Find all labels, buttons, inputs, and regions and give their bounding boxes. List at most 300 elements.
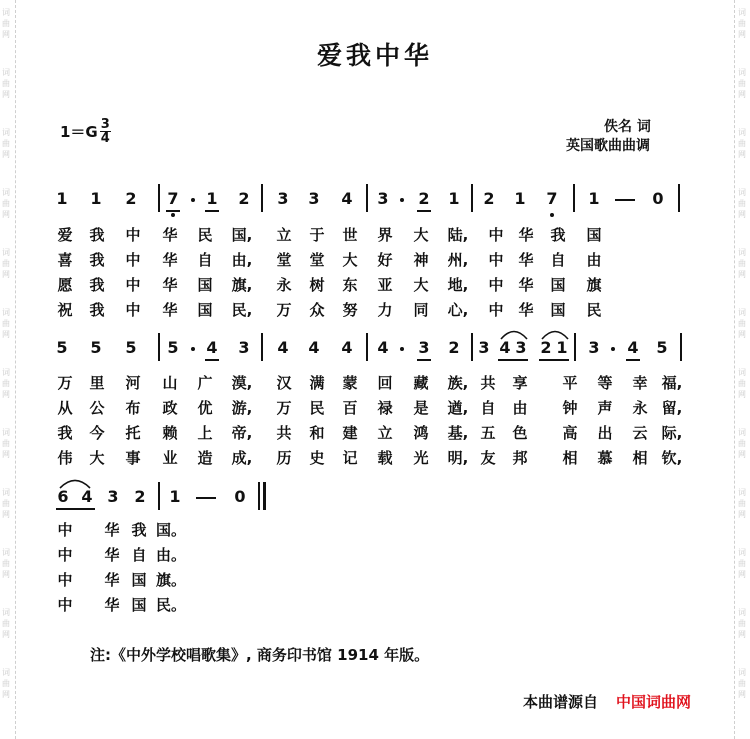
- note-digit: 4: [499, 338, 511, 357]
- watermark-char: 曲: [738, 619, 746, 628]
- slur-arc: [499, 328, 529, 340]
- lyric-char: 光: [413, 449, 429, 467]
- lyric-char: 我: [89, 251, 105, 269]
- lyric-char: 我: [131, 521, 147, 539]
- watermark-char: 网: [738, 270, 746, 279]
- bar-line: [471, 184, 473, 212]
- lyric-char: 民: [197, 226, 213, 244]
- watermark-char: 曲: [738, 19, 746, 28]
- lyric-char: 自: [197, 251, 213, 269]
- lyric-char: 际,: [661, 424, 683, 442]
- watermark-char: 网: [738, 30, 746, 39]
- note-digit: 7: [167, 189, 179, 208]
- lyric-char: 成,: [231, 449, 253, 467]
- lyric-char: 同: [413, 301, 429, 319]
- note-digit: 5: [125, 338, 137, 357]
- lyric-char: 留,: [661, 399, 683, 417]
- watermark-char: 网: [2, 690, 10, 699]
- watermark-char: 词: [2, 428, 10, 437]
- lyric-char: 愿: [57, 276, 73, 294]
- lyric-char: 国: [197, 276, 213, 294]
- lyric-char: 基,: [447, 424, 469, 442]
- slur-arc: [58, 477, 92, 489]
- lyric-char: 明,: [447, 449, 469, 467]
- lyric-char: 中: [57, 546, 73, 564]
- note-digit: 4: [377, 338, 389, 357]
- lyric-char: 民: [309, 399, 325, 417]
- lyric-char: 友: [480, 449, 496, 467]
- watermark-char: 曲: [738, 679, 746, 688]
- lyric-char: 广: [197, 374, 213, 392]
- underline: [626, 359, 640, 361]
- note-digit: 3: [377, 189, 389, 208]
- watermark-char: 词: [738, 548, 746, 557]
- lyric-char: 努: [342, 301, 358, 319]
- bar-line: [261, 333, 263, 361]
- lyric-char: 相: [562, 449, 578, 467]
- note-digit: 4: [277, 338, 289, 357]
- lyric-char: 民,: [231, 301, 253, 319]
- lyric-char: 赖: [162, 424, 178, 442]
- watermark-char: 曲: [2, 559, 10, 568]
- lyric-char: 州,: [447, 251, 469, 269]
- composer-credit: 英国歌曲曲调: [566, 138, 650, 154]
- dotted-note-dot: [191, 347, 195, 351]
- lyric-char: 地,: [447, 276, 469, 294]
- watermark-char: 网: [2, 570, 10, 579]
- lyric-char: 堂: [309, 251, 325, 269]
- lyric-char: 慕: [597, 449, 613, 467]
- note-digit: 3: [418, 338, 430, 357]
- lyric-char: 于: [309, 226, 325, 244]
- lyric-char: 自: [550, 251, 566, 269]
- note-digit: 2: [134, 487, 146, 506]
- watermark-char: 词: [738, 368, 746, 377]
- bar-line: [471, 333, 473, 361]
- lyric-char: 华: [518, 251, 534, 269]
- song-title: 爱我中华: [316, 41, 433, 70]
- low-octave-dot: [171, 213, 175, 217]
- watermark-char: 词: [2, 548, 10, 557]
- bar-line: [258, 482, 260, 510]
- bar-line: [680, 333, 682, 361]
- watermark-char: 词: [2, 488, 10, 497]
- lyric-char: 载: [377, 449, 393, 467]
- lyric-char: 邦: [512, 449, 528, 467]
- lyric-char: 我: [89, 276, 105, 294]
- lyric-char: 和: [309, 424, 325, 442]
- note-digit: 2: [483, 189, 495, 208]
- bar-line: [366, 333, 368, 361]
- lyric-char: 力: [377, 301, 393, 319]
- lyric-char: 从: [57, 399, 73, 417]
- bar-line: [678, 184, 680, 212]
- lyric-char: 民。: [156, 596, 187, 614]
- watermark-char: 曲: [2, 19, 10, 28]
- lyric-char: 我: [57, 424, 73, 442]
- underline: [205, 210, 219, 212]
- lyric-char: 回: [377, 374, 393, 392]
- note-digit: 2: [540, 338, 552, 357]
- lyric-char: 民: [586, 301, 602, 319]
- note-digit: 1: [514, 189, 526, 208]
- lyric-char: 福,: [661, 374, 683, 392]
- watermark-char: 曲: [2, 79, 10, 88]
- lyric-char: 亚: [377, 276, 393, 294]
- lyric-char: 享: [512, 374, 528, 392]
- lyric-char: 出: [597, 424, 613, 442]
- lyric-char: 永: [276, 276, 292, 294]
- lyric-char: 我: [550, 226, 566, 244]
- note-digit: 3: [238, 338, 250, 357]
- lyric-char: 中: [488, 276, 504, 294]
- watermark-char: 网: [738, 210, 746, 219]
- watermark-char: 网: [738, 630, 746, 639]
- note-digit: 2: [125, 189, 137, 208]
- lyric-char: 旗。: [156, 571, 187, 589]
- lyric-char: 共: [276, 424, 292, 442]
- watermark-char: 词: [738, 8, 746, 17]
- time-signature: [100, 118, 111, 145]
- lyric-char: 由,: [231, 251, 253, 269]
- bar-line: [261, 184, 263, 212]
- beam-underline: [498, 359, 528, 361]
- lyric-char: 好: [377, 251, 393, 269]
- source-site[interactable]: 中国词曲网: [616, 693, 692, 711]
- watermark-char: 网: [738, 330, 746, 339]
- low-octave-dot: [550, 213, 554, 217]
- watermark-char: 词: [738, 188, 746, 197]
- lyric-char: 大: [413, 276, 429, 294]
- watermark-char: 网: [2, 390, 10, 399]
- watermark-char: 词: [2, 608, 10, 617]
- lyric-char: 世: [342, 226, 358, 244]
- lyric-char: 托: [125, 424, 141, 442]
- dotted-note-dot: [191, 198, 195, 202]
- beam-underline: [539, 359, 569, 361]
- lyric-char: 中: [57, 596, 73, 614]
- watermark-char: 曲: [2, 319, 10, 328]
- lyric-char: 树: [309, 276, 325, 294]
- watermark-char: 词: [2, 188, 10, 197]
- lyric-char: 造: [197, 449, 213, 467]
- dotted-note-dot: [400, 347, 404, 351]
- lyric-char: 华: [518, 276, 534, 294]
- lyric-char: 业: [162, 449, 178, 467]
- lyric-char: 五: [480, 424, 496, 442]
- note-digit: 1: [588, 189, 600, 208]
- lyric-char: 山: [162, 374, 178, 392]
- watermark-char: 网: [738, 390, 746, 399]
- watermark-char: 词: [2, 248, 10, 257]
- note-digit: 4: [308, 338, 320, 357]
- slur-arc: [540, 328, 570, 340]
- note-digit: 2: [448, 338, 460, 357]
- lyric-char: 中: [125, 251, 141, 269]
- watermark-char: 词: [2, 368, 10, 377]
- lyric-char: 华: [104, 571, 120, 589]
- lyric-char: 旗: [586, 276, 602, 294]
- lyric-char: 心,: [447, 301, 469, 319]
- dotted-note-dot: [611, 347, 615, 351]
- watermark-char: 曲: [738, 259, 746, 268]
- lyric-char: 中: [125, 276, 141, 294]
- lyric-char: 中: [125, 301, 141, 319]
- lyric-char: 界: [377, 226, 393, 244]
- lyric-char: 记: [342, 449, 358, 467]
- watermark-char: 网: [738, 570, 746, 579]
- watermark-char: 词: [738, 668, 746, 677]
- bar-line: [158, 482, 160, 510]
- lyric-char: 永: [632, 399, 648, 417]
- lyric-char: 神: [413, 251, 429, 269]
- note-digit: 3: [277, 189, 289, 208]
- lyric-char: 满: [309, 374, 325, 392]
- lyric-char: 自: [480, 399, 496, 417]
- watermark-char: 曲: [738, 319, 746, 328]
- underline: [417, 210, 431, 212]
- lyric-char: 华: [518, 226, 534, 244]
- watermark-char: 曲: [738, 139, 746, 148]
- lyric-char: 华: [518, 301, 534, 319]
- watermark-char: 词: [738, 608, 746, 617]
- watermark-char: 网: [2, 270, 10, 279]
- lyric-char: 陆,: [447, 226, 469, 244]
- lyric-char: 等: [597, 374, 613, 392]
- watermark-char: 词: [2, 68, 10, 77]
- lyric-char: 国: [197, 301, 213, 319]
- lyric-char: 中: [488, 226, 504, 244]
- bar-line: [574, 333, 576, 361]
- lyric-char: 国。: [156, 521, 187, 539]
- watermark-char: 词: [738, 128, 746, 137]
- lyric-char: 上: [197, 424, 213, 442]
- lyric-char: 爱: [57, 226, 73, 244]
- note-digit: 4: [341, 189, 353, 208]
- lyric-char: 我: [89, 226, 105, 244]
- note-digit: 2: [238, 189, 250, 208]
- lyric-char: 大: [413, 226, 429, 244]
- watermark-char: 词: [2, 128, 10, 137]
- left-border-line: [15, 0, 17, 739]
- note-digit: 6: [57, 487, 69, 506]
- watermark-char: 词: [738, 248, 746, 257]
- lyric-char: 平: [562, 374, 578, 392]
- lyric-char: 国,: [231, 226, 253, 244]
- lyric-char: 漠,: [231, 374, 253, 392]
- bar-line: [366, 184, 368, 212]
- watermark-char: 曲: [2, 379, 10, 388]
- lyric-char: 钦,: [661, 449, 683, 467]
- lyric-char: 中: [125, 226, 141, 244]
- note-digit: 4: [341, 338, 353, 357]
- key-label: 1＝G: [60, 123, 98, 141]
- lyric-char: 中: [57, 521, 73, 539]
- lyric-char: 族,: [447, 374, 469, 392]
- lyric-char: 华: [104, 521, 120, 539]
- lyric-char: 华: [104, 596, 120, 614]
- lyric-char: 国: [550, 301, 566, 319]
- lyric-char: 由: [586, 251, 602, 269]
- lyric-char: 大: [342, 251, 358, 269]
- lyric-char: 汉: [276, 374, 292, 392]
- watermark-char: 网: [2, 450, 10, 459]
- key-signature: [60, 118, 111, 145]
- lyric-char: 幸: [632, 374, 648, 392]
- lyric-char: 国: [550, 276, 566, 294]
- bar-line: [263, 482, 266, 510]
- underline: [205, 359, 219, 361]
- lyric-char: 大: [89, 449, 105, 467]
- note-digit: 2: [418, 189, 430, 208]
- watermark-char: 网: [2, 630, 10, 639]
- lyric-char: 云: [632, 424, 648, 442]
- underline: [166, 210, 180, 212]
- lyric-char: 声: [597, 399, 613, 417]
- watermark-char: 词: [738, 428, 746, 437]
- sustain-dash: [196, 497, 216, 499]
- note-digit: 4: [206, 338, 218, 357]
- footnote: 注:《中外学校唱歌集》, 商务印书馆 1914 年版。: [90, 646, 430, 664]
- lyric-char: 公: [89, 399, 105, 417]
- lyric-char: 自: [131, 546, 147, 564]
- lyric-char: 百: [342, 399, 358, 417]
- watermark-char: 曲: [2, 139, 10, 148]
- watermark-char: 网: [738, 450, 746, 459]
- lyric-char: 藏: [413, 374, 429, 392]
- lyric-char: 钟: [562, 399, 578, 417]
- watermark-char: 网: [2, 150, 10, 159]
- lyric-char: 喜: [57, 251, 73, 269]
- lyric-char: 万: [57, 374, 73, 392]
- lyricist-credit: 佚名 词: [604, 119, 651, 135]
- watermark-right-strip: [736, 0, 750, 739]
- watermark-char: 词: [738, 68, 746, 77]
- lyric-char: 华: [104, 546, 120, 564]
- watermark-char: 曲: [2, 199, 10, 208]
- lyric-char: 事: [125, 449, 141, 467]
- lyric-char: 华: [162, 251, 178, 269]
- lyric-char: 中: [57, 571, 73, 589]
- lyric-char: 建: [342, 424, 358, 442]
- watermark-char: 曲: [738, 379, 746, 388]
- watermark-char: 网: [2, 90, 10, 99]
- watermark-char: 网: [2, 210, 10, 219]
- lyric-char: 由: [512, 399, 528, 417]
- lyric-char: 鸿: [413, 424, 429, 442]
- note-digit: 0: [652, 189, 664, 208]
- bar-line: [158, 333, 160, 361]
- note-digit: 7: [546, 189, 558, 208]
- watermark-char: 曲: [2, 439, 10, 448]
- lyric-char: 立: [276, 226, 292, 244]
- lyric-char: 我: [89, 301, 105, 319]
- dotted-note-dot: [400, 198, 404, 202]
- lyric-char: 共: [480, 374, 496, 392]
- note-digit: 1: [556, 338, 568, 357]
- lyric-char: 布: [125, 399, 141, 417]
- lyric-char: 华: [162, 226, 178, 244]
- source-text: 本曲谱源自: [523, 693, 599, 711]
- lyric-char: 帝,: [231, 424, 253, 442]
- sustain-dash: [615, 199, 635, 201]
- lyric-char: 今: [89, 424, 105, 442]
- note-digit: 5: [90, 338, 102, 357]
- watermark-char: 词: [2, 308, 10, 317]
- note-digit: 1: [169, 487, 181, 506]
- note-digit: 1: [206, 189, 218, 208]
- watermark-char: 曲: [738, 79, 746, 88]
- watermark-char: 网: [738, 150, 746, 159]
- lyric-char: 政: [162, 399, 178, 417]
- lyric-char: 蒙: [342, 374, 358, 392]
- source-credit: [523, 691, 691, 712]
- underline: [417, 359, 431, 361]
- lyric-char: 国: [131, 571, 147, 589]
- lyric-char: 万: [276, 399, 292, 417]
- lyric-char: 旗,: [231, 276, 253, 294]
- note-digit: 5: [167, 338, 179, 357]
- time-bottom: 4: [100, 131, 110, 146]
- watermark-char: 网: [738, 510, 746, 519]
- watermark-char: 曲: [738, 499, 746, 508]
- note-digit: 1: [56, 189, 68, 208]
- time-top: 3: [100, 117, 110, 132]
- watermark-char: 词: [738, 488, 746, 497]
- watermark-char: 词: [2, 8, 10, 17]
- lyric-char: 华: [162, 276, 178, 294]
- lyric-char: 游,: [231, 399, 253, 417]
- lyric-char: 众: [309, 301, 325, 319]
- note-digit: 4: [627, 338, 639, 357]
- lyric-char: 东: [342, 276, 358, 294]
- lyric-char: 相: [632, 449, 648, 467]
- watermark-char: 曲: [2, 259, 10, 268]
- watermark-char: 网: [2, 330, 10, 339]
- watermark-char: 曲: [738, 559, 746, 568]
- watermark-char: 网: [738, 690, 746, 699]
- lyric-char: 禄: [377, 399, 393, 417]
- note-digit: 3: [107, 487, 119, 506]
- lyric-char: 河: [125, 374, 141, 392]
- watermark-char: 曲: [2, 499, 10, 508]
- watermark-char: 词: [2, 668, 10, 677]
- lyric-char: 中: [488, 251, 504, 269]
- lyric-char: 华: [162, 301, 178, 319]
- lyric-char: 堂: [276, 251, 292, 269]
- lyric-char: 立: [377, 424, 393, 442]
- watermark-left-strip: [0, 0, 14, 739]
- note-digit: 3: [515, 338, 527, 357]
- watermark-char: 曲: [738, 199, 746, 208]
- lyric-char: 万: [276, 301, 292, 319]
- right-border-line: [734, 0, 736, 739]
- lyric-char: 国: [586, 226, 602, 244]
- lyric-char: 是: [413, 399, 429, 417]
- note-digit: 4: [81, 487, 93, 506]
- watermark-char: 网: [2, 510, 10, 519]
- bar-line: [158, 184, 160, 212]
- note-digit: 1: [448, 189, 460, 208]
- lyric-char: 优: [197, 399, 213, 417]
- watermark-char: 词: [738, 308, 746, 317]
- lyric-char: 历: [276, 449, 292, 467]
- lyric-char: 色: [512, 424, 528, 442]
- lyric-char: 高: [562, 424, 578, 442]
- note-digit: 1: [90, 189, 102, 208]
- lyric-char: 国: [131, 596, 147, 614]
- lyric-char: 伟: [57, 449, 73, 467]
